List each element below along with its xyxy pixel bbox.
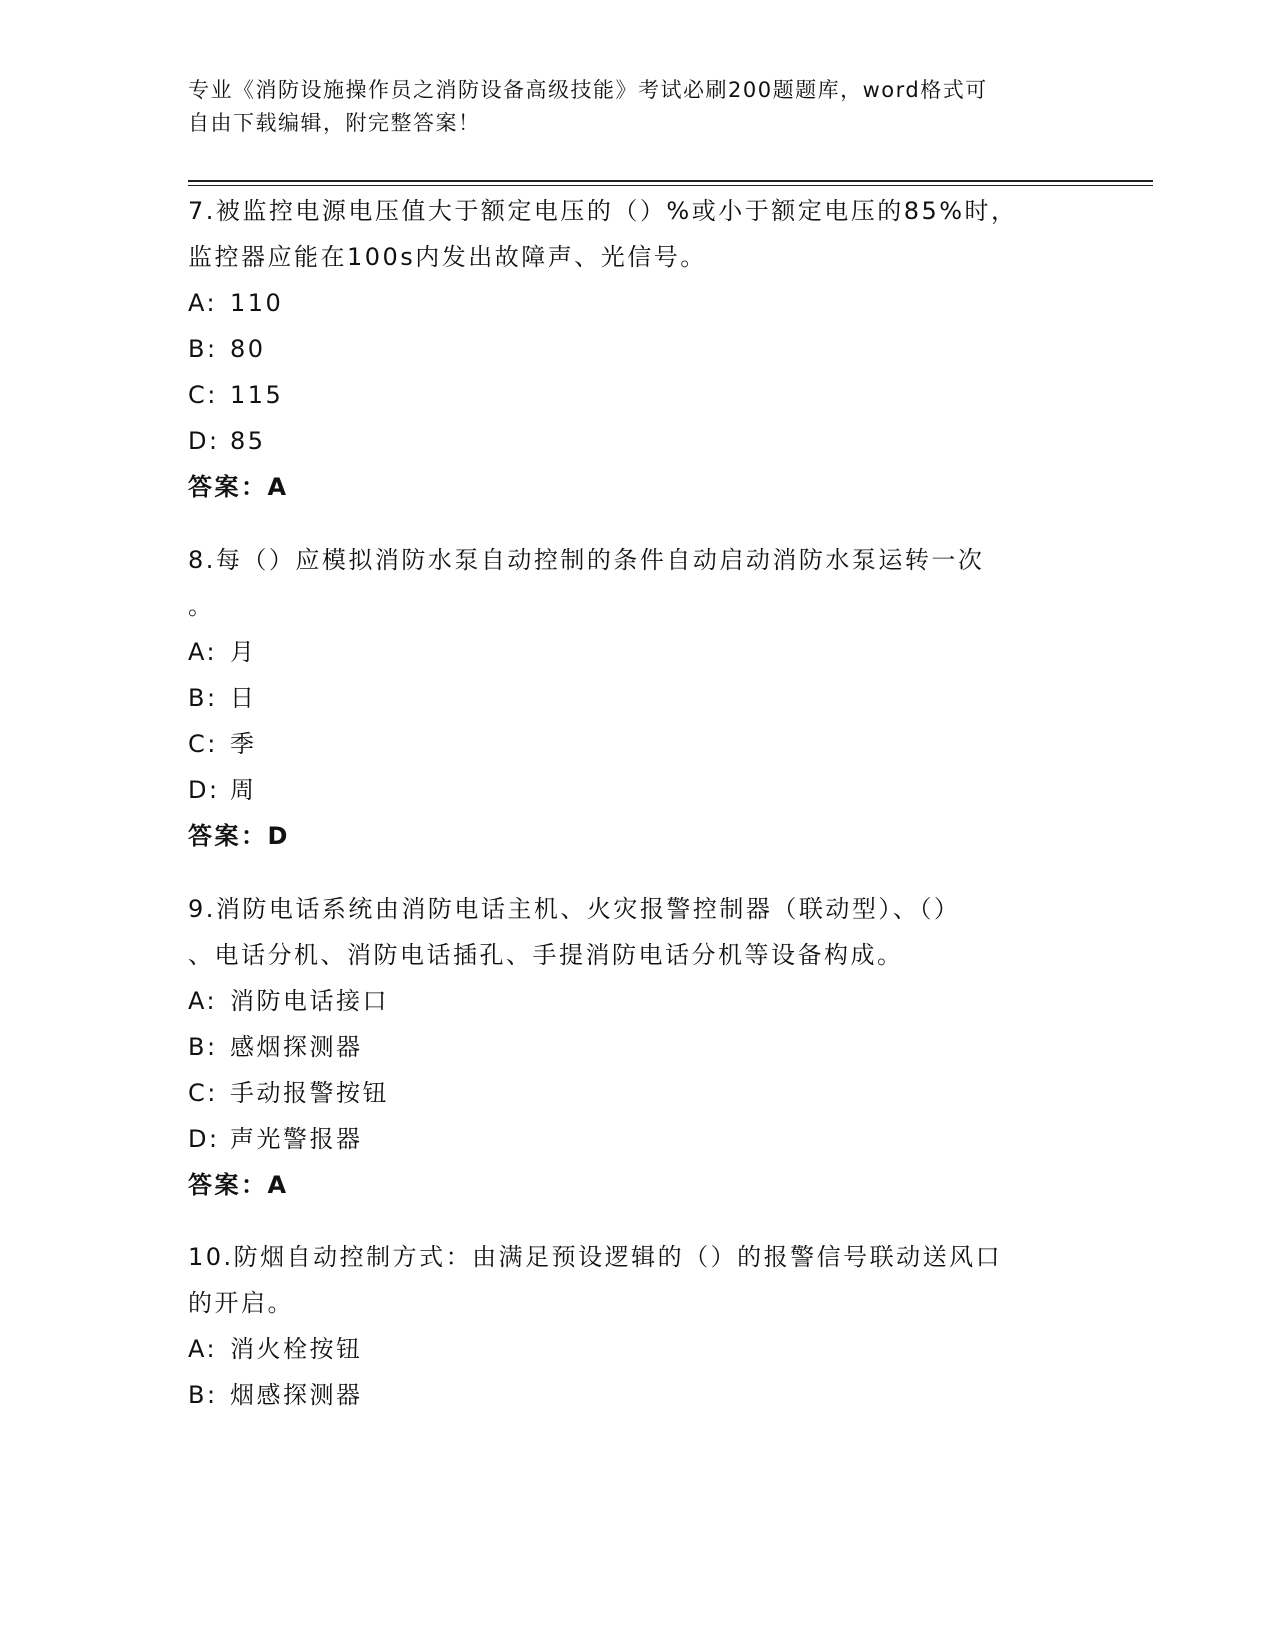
option-letter: D: bbox=[188, 776, 220, 804]
option-text: 月 bbox=[230, 638, 257, 666]
option-b bbox=[188, 675, 1068, 721]
question-stem bbox=[188, 537, 1068, 629]
question-8 bbox=[188, 537, 1068, 859]
option-a bbox=[188, 629, 1068, 675]
answer: 答案：D bbox=[188, 822, 290, 850]
option-text: 日 bbox=[230, 684, 257, 712]
question-10 bbox=[188, 1234, 1068, 1418]
option-letter: D: bbox=[188, 427, 220, 455]
option-letter: A: bbox=[188, 638, 218, 666]
question-stem bbox=[188, 886, 1068, 978]
option-letter: C: bbox=[188, 730, 218, 758]
option-a bbox=[188, 280, 1068, 326]
option-b bbox=[188, 326, 1068, 372]
question-9 bbox=[188, 886, 1068, 1208]
option-b bbox=[188, 1372, 1068, 1418]
document-header bbox=[188, 74, 1068, 140]
question-stem-line-2: 监控器应能在100s内发出故障声、光信号。 bbox=[188, 243, 707, 271]
option-text: 消火栓按钮 bbox=[230, 1335, 363, 1363]
question-stem-line-1: 8.每（）应模拟消防水泵自动控制的条件自动启动消防水泵运转一次 bbox=[188, 546, 985, 574]
option-text: 手动报警按钮 bbox=[230, 1079, 389, 1107]
option-letter: B: bbox=[188, 335, 218, 363]
option-text: 110 bbox=[230, 289, 284, 317]
option-d bbox=[188, 1116, 1068, 1162]
option-letter: A: bbox=[188, 289, 218, 317]
option-a bbox=[188, 978, 1068, 1024]
header-divider bbox=[188, 180, 1153, 186]
option-text: 115 bbox=[230, 381, 284, 409]
question-stem-line-1: 7.被监控电源电压值大于额定电压的（）%或小于额定电压的85%时， bbox=[188, 197, 1018, 225]
option-text: 季 bbox=[230, 730, 257, 758]
question-stem-line-2: 、电话分机、消防电话插孔、手提消防电话分机等设备构成。 bbox=[188, 941, 904, 969]
option-c bbox=[188, 1070, 1068, 1116]
question-stem bbox=[188, 188, 1068, 280]
option-letter: C: bbox=[188, 1079, 218, 1107]
option-letter: B: bbox=[188, 1381, 218, 1409]
question-7 bbox=[188, 188, 1068, 510]
option-text: 声光警报器 bbox=[230, 1125, 363, 1153]
option-a bbox=[188, 1326, 1068, 1372]
option-c bbox=[188, 372, 1068, 418]
answer: 答案：A bbox=[188, 1171, 289, 1199]
header-line-2: 自由下载编辑，附完整答案！ bbox=[188, 111, 481, 135]
option-letter: A: bbox=[188, 987, 218, 1015]
option-letter: B: bbox=[188, 1033, 218, 1061]
header-line-1: 专业《消防设施操作员之消防设备高级技能》考试必刷200题题库，word格式可 bbox=[188, 78, 988, 102]
option-c bbox=[188, 721, 1068, 767]
option-text: 感烟探测器 bbox=[230, 1033, 363, 1061]
question-stem-line-1: 10.防烟自动控制方式：由满足预设逻辑的（）的报警信号联动送风口 bbox=[188, 1243, 1003, 1271]
option-text: 烟感探测器 bbox=[230, 1381, 363, 1409]
option-text: 80 bbox=[230, 335, 266, 363]
option-b bbox=[188, 1024, 1068, 1070]
answer: 答案：A bbox=[188, 473, 289, 501]
question-stem bbox=[188, 1234, 1068, 1326]
question-stem-line-2: 。 bbox=[188, 592, 215, 620]
question-stem-line-1: 9.消防电话系统由消防电话主机、火灾报警控制器（联动型）、（） bbox=[188, 895, 961, 923]
option-d bbox=[188, 418, 1068, 464]
option-letter: A: bbox=[188, 1335, 218, 1363]
question-stem-line-2: 的开启。 bbox=[188, 1289, 294, 1317]
option-text: 消防电话接口 bbox=[230, 987, 389, 1015]
option-letter: C: bbox=[188, 381, 218, 409]
option-letter: D: bbox=[188, 1125, 220, 1153]
option-text: 周 bbox=[230, 776, 257, 804]
option-letter: B: bbox=[188, 684, 218, 712]
option-d bbox=[188, 767, 1068, 813]
option-text: 85 bbox=[230, 427, 266, 455]
